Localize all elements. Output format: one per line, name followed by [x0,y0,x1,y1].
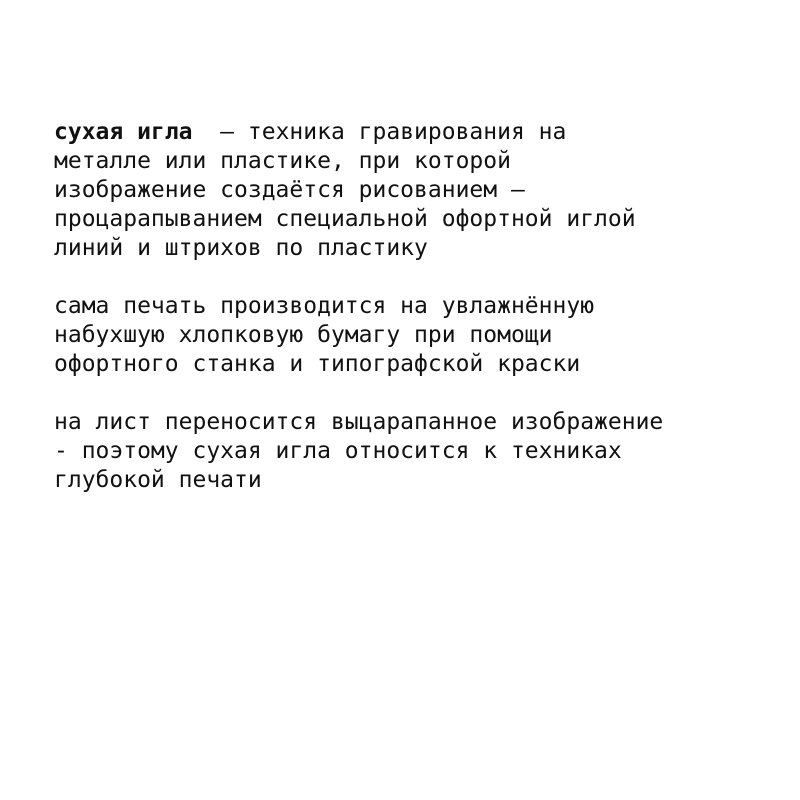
paragraph-printing [54,292,774,379]
text-line: офортного станка и типографской краски [54,351,581,377]
text-line: - поэтому сухая игла относится к техниках [54,438,622,464]
text-line: глубокой печати [54,467,262,493]
text-line-content: — техника гравирования на [192,119,567,145]
text-line: процарапыванием специальной офортной иглой [54,206,636,232]
paragraph-transfer [54,408,774,495]
text-line: на лист переносится выцарапанное изображение [54,409,664,435]
text-line: линий и штрихов по пластику [54,235,428,261]
text-line: сама печать производится на увлажнённую [54,293,595,319]
text-line [54,118,774,147]
paragraph-definition [54,118,774,263]
text-line: металле или пластике, при которой [54,148,511,174]
text-line: набухшую хлопковую бумагу при помощи [54,322,553,348]
term-heading: сухая игла [54,119,193,145]
definition-text-block [54,118,774,524]
text-line: изображение создаётся рисованием — [54,177,525,203]
